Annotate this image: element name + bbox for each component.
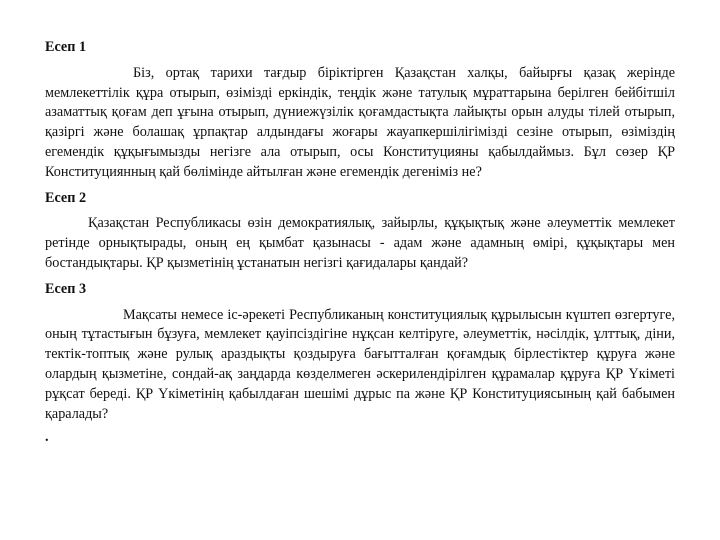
task-1-title: Есеп 1 (45, 39, 87, 55)
task-2-text: Қазақстан Республикасы өзін демократиялық, зайырлы, құқықтық және әлеуметтік мемлекет ретінде орнықтырады, оның ең қымбат қазынасы - адам және адамның өмірі, құқықтары мен бостандықтары. ҚР қызметінің ұстанатын негізгі қағидалары қандай? (45, 215, 675, 271)
trailing-bullet: . (45, 429, 49, 446)
task-2-title: Есеп 2 (45, 189, 87, 206)
task-2 (45, 189, 675, 274)
task-1-text: Біз, ортақ тарихи тағдыр біріктірген Қазақстан халқы, байырғы қазақ жерінде мемлекеттілік құра отырып, өзімізді еркіндік, теңдік және татулық мұраттарына берілген бейбітшіл азаматтық қоғам деп ұғына отырып, дүниежүзілік қоғамдастықта лайықты орын алуды тілей отырып, қазіргі және болашақ ұрпақтар алдындағы жоғары жауапкершілігімізді сезіне отырып, өзіміздің егемендік құқығымызды негізге ала отырып, осы Конституцияны қабылдаймыз. Бұл сөзер ҚР Конституциянның қай бөлімінде айтылған және егемендік дегеніміз не? (45, 64, 675, 180)
document-page (45, 38, 675, 444)
task-3 (45, 280, 675, 425)
task-3-text: Мақсаты немесе іс-әрекеті Республиканың конституциялық құрылысын күштеп өзгертуге, оның тұтастығын бұзуға, мемлекет қауіпсіздігіне нұқсан келтіруге, әлеуметтік, нәсілдік, ұлттық, діни, тектік-топтық және рулық араздықты қоздыруға бағытталған қоғамдық бірлестіктер құруға және олардың қызметіне, сондай-ақ заңдарда көзделмеген әскерилендірілген құрамалар құруға ҚР Үкіметі рұқсат береді. ҚР Үкіметінің қабылдаған шешімі дұрыс па және ҚР Конституциясының қай бабымен қаралады? (45, 306, 675, 422)
task-1 (45, 38, 675, 183)
task-3-title: Есеп 3 (45, 280, 87, 297)
